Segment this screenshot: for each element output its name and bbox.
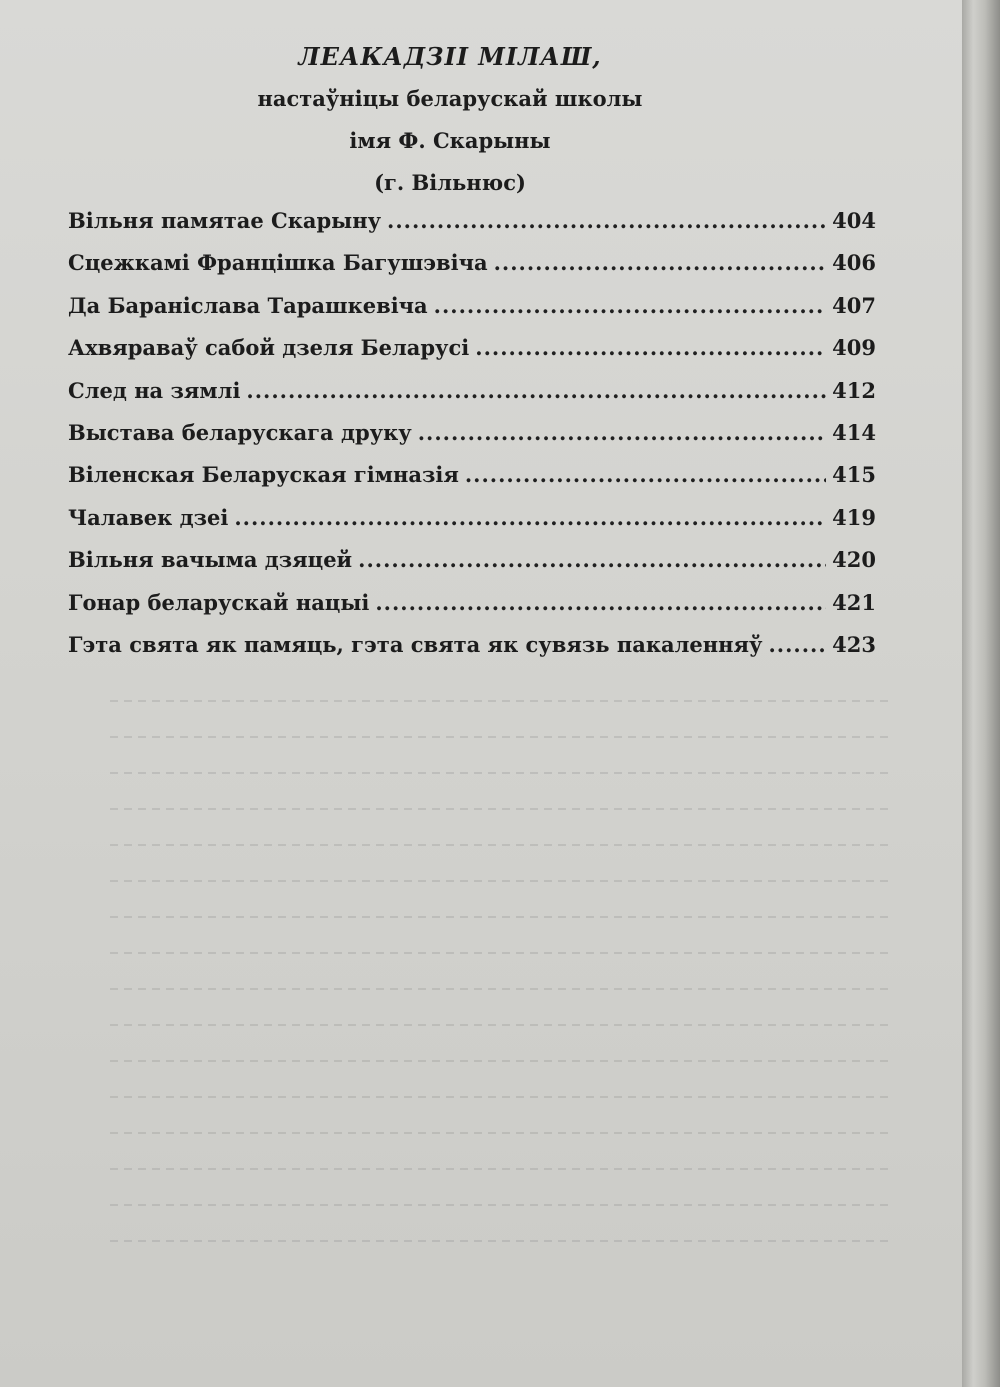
toc-entry-page: 409 <box>832 335 876 361</box>
toc-entry-title: Вільня вачыма дзяцей <box>68 547 353 573</box>
toc-entry-title: Віленская Беларуская гімназія <box>68 462 459 488</box>
school-name: імя Ф. Скарыны <box>349 128 551 153</box>
city-name: (г. Вільнюс) <box>374 170 526 195</box>
toc-entry-title: Чалавек дзеі <box>68 504 229 530</box>
toc-entry-page: 415 <box>832 462 876 488</box>
toc-entry <box>68 293 876 335</box>
dot-leader <box>418 420 826 445</box>
toc-entry <box>68 378 876 420</box>
toc-entry-page: 412 <box>832 377 876 403</box>
toc-entry-title: След на зямлі <box>68 377 241 403</box>
dot-leader <box>465 462 826 487</box>
toc-entry-page: 420 <box>832 547 876 573</box>
toc-entry-page: 414 <box>832 419 876 445</box>
dot-leader <box>387 208 826 233</box>
section-header <box>190 36 710 204</box>
toc-entry-page: 423 <box>832 631 876 657</box>
author-name: ЛЕАКАДЗІІ МІЛАШ, <box>298 42 602 71</box>
toc-entry-page: 421 <box>832 589 876 615</box>
toc-entry-page: 406 <box>832 250 876 276</box>
bleed-through-texture <box>110 700 890 1360</box>
toc-entry-page: 407 <box>832 292 876 318</box>
toc-entry <box>68 462 876 504</box>
toc-entry <box>68 505 876 547</box>
toc-entry <box>68 250 876 292</box>
dot-leader <box>434 293 827 318</box>
toc-entry-title: Вільня памятае Скарыну <box>68 208 382 233</box>
toc-entry-title: Ахвяраваў сабой дзеля Беларусі <box>68 335 470 361</box>
book-spine-edge <box>962 0 1000 1387</box>
dot-leader <box>358 547 826 572</box>
toc-entry <box>68 632 876 674</box>
table-of-contents <box>68 208 876 674</box>
toc-entry-title: Сцежкамі Францішка Багушэвіча <box>68 250 488 276</box>
dot-leader <box>475 335 826 360</box>
author-role: настаўніцы беларускай школы <box>257 86 643 111</box>
dot-leader <box>768 632 826 657</box>
toc-entry <box>68 335 876 377</box>
toc-entry-title: Да Бараніслава Тарашкевіча <box>68 292 428 318</box>
toc-entry-page: 419 <box>832 504 876 530</box>
dot-leader <box>234 505 826 530</box>
toc-entry <box>68 208 876 250</box>
dot-leader <box>375 590 826 615</box>
toc-entry-title: Гонар беларускай нацыі <box>68 589 370 615</box>
dot-leader <box>246 378 826 403</box>
dot-leader <box>494 250 827 275</box>
toc-entry <box>68 590 876 632</box>
toc-entry-title: Гэта свята як памяць, гэта свята як сувязь пакаленняў <box>68 631 763 657</box>
toc-entry-page: 404 <box>832 208 876 233</box>
toc-entry <box>68 420 876 462</box>
toc-entry <box>68 547 876 589</box>
toc-entry-title: Выстава беларускага друку <box>68 419 412 445</box>
